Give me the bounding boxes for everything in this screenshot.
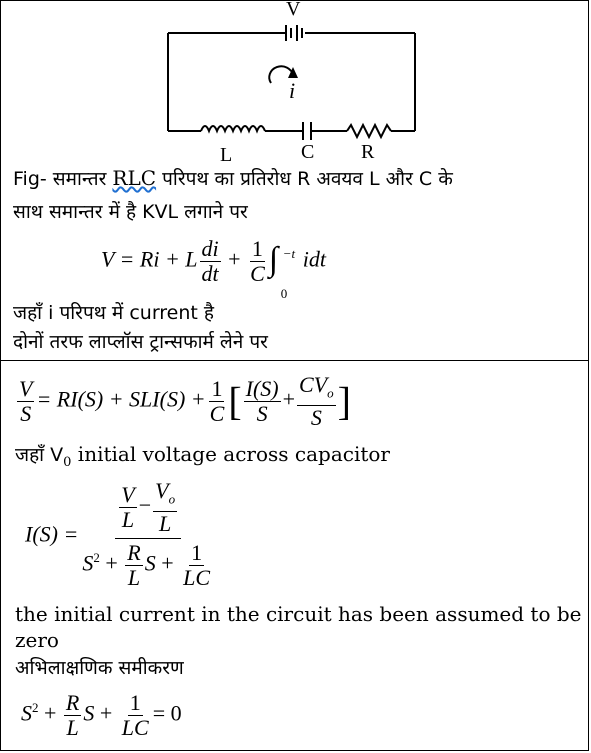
eq3-d-lc: LC — [183, 565, 211, 591]
eq3-n2-num-text: V — [155, 478, 169, 503]
eq1-d-den: dt — [201, 261, 219, 286]
eq3-numerator — [115, 479, 181, 539]
kvl-equation — [101, 236, 326, 301]
right-bracket: ] — [337, 378, 351, 424]
eq3-lhs: I(S) = — [25, 521, 79, 547]
eq1-derivative — [200, 237, 221, 286]
eq2-plus: + — [282, 386, 296, 412]
v0-note-rest: initial voltage across capacitor — [71, 442, 390, 466]
fig-caption-rest: परिपथ का प्रतिरोध R अवयव L और C के — [156, 168, 453, 190]
eq4-plus2: + — [94, 700, 118, 726]
eq2-one-over-c — [208, 377, 227, 426]
int-upper: −t — [282, 246, 296, 261]
fig-prefix: Fig- समान्तर — [13, 168, 113, 190]
eq4-s: S — [21, 700, 32, 726]
eq3-d-s: S — [144, 550, 156, 576]
eq3-n2-sub: o — [168, 491, 176, 507]
eq1-plus: + — [222, 246, 247, 272]
characteristic-heading: अभिलाक्षणिक समीकरण — [15, 657, 184, 679]
eq4-one: 1 — [129, 690, 141, 715]
integral-sign: ∫ — [268, 241, 279, 278]
eq3-d-one: 1 — [191, 540, 203, 566]
eq1-lhs: V = Ri + L — [101, 246, 198, 272]
eq1-one-over-c — [248, 237, 267, 286]
characteristic-equation — [21, 691, 182, 740]
current-note — [13, 301, 214, 324]
eq3-denominator — [80, 539, 216, 590]
eq1-integral — [268, 241, 303, 301]
eq2-mid: = RI(S) + SLI(S) + — [36, 386, 206, 412]
inductor-coil — [201, 126, 265, 131]
is-equation — [25, 479, 218, 590]
eq2-b2-num-text: CV — [299, 372, 328, 397]
eq4-r: R — [65, 690, 80, 715]
eq2-b1-num: I(S) — [245, 376, 279, 402]
eq3-d-l: L — [127, 565, 141, 591]
eq3-d-s2: S — [82, 550, 94, 576]
eq2-v-over-s — [17, 377, 34, 426]
source-label: V — [286, 1, 301, 20]
resistor-label: R — [361, 141, 375, 163]
laplace-note: दोनों तरफ लाप्लॉस ट्रान्सफार्म लेने पर — [13, 331, 268, 353]
current-note-text: जहाँ i परिपथ में current है — [13, 302, 214, 324]
eq3-d-r: R — [127, 540, 141, 566]
eq3-d-one-over-lc — [181, 541, 212, 590]
eq3-n2-num — [153, 479, 177, 512]
eq3-d-plus1: + — [99, 550, 124, 576]
eq4-lc: LC — [121, 715, 149, 740]
eq2-bracket-term2 — [297, 373, 336, 430]
eq2-b2-den: S — [310, 405, 322, 431]
eq4-one-over-lc — [120, 691, 151, 740]
assumption-line2: zero — [15, 628, 59, 652]
eq3-minus: − — [138, 492, 152, 518]
assumption-line1: the initial current in the circuit has been assumed to be — [15, 602, 582, 626]
fig-caption-line2: साथ समान्तर में है KVL लगाने पर — [13, 201, 248, 223]
eq2-v-den: S — [20, 401, 32, 427]
eq1-c-num: 1 — [251, 236, 263, 261]
eq4-s2: S — [83, 700, 95, 726]
v0-note — [15, 443, 390, 474]
eq2-b2-sub: o — [327, 385, 334, 401]
eq3-n2-den: L — [158, 511, 172, 537]
eq2-bracket-term1 — [244, 377, 281, 426]
eq4-equals-zero: = 0 — [152, 700, 182, 726]
eq2-v-num: V — [19, 376, 33, 402]
v0-sub: 0 — [63, 455, 72, 470]
section-divider — [1, 360, 588, 361]
eq3-d-sup: 2 — [93, 550, 100, 566]
eq3-d-r-over-l — [125, 541, 142, 590]
resistor-zigzag — [347, 125, 391, 137]
eq4-plus1: + — [38, 700, 62, 726]
eq3-d-plus2: + — [155, 550, 180, 576]
v0-note-prefix: जहाँ V — [15, 444, 64, 466]
eq1-d-num: di — [201, 236, 219, 261]
eq1-integrand: idt — [302, 246, 326, 272]
eq4-l: L — [66, 715, 79, 740]
fig-caption-line1 — [13, 167, 453, 190]
eq3-main-fraction — [80, 479, 216, 590]
eq3-n1 — [119, 483, 136, 532]
eq3-n1-num: V — [121, 482, 135, 508]
eq3-n2 — [153, 479, 177, 536]
eq4-r-over-l — [64, 691, 81, 740]
eq2-b1-den: S — [256, 401, 268, 427]
rlc-circuit-diagram — [1, 1, 590, 166]
eq3-n1-den: L — [121, 507, 135, 533]
capacitor-label: C — [301, 141, 315, 163]
inductor-label: L — [220, 144, 233, 166]
current-label: i — [289, 78, 296, 103]
eq2-b2-num — [297, 373, 336, 406]
left-bracket: [ — [228, 378, 242, 424]
eq2-c-den: C — [209, 401, 225, 427]
eq2-c-num: 1 — [211, 376, 223, 402]
rlc-term: RLC — [112, 166, 157, 190]
int-lower: 0 — [280, 286, 288, 301]
laplace-equation — [15, 373, 351, 430]
eq4-sup: 2 — [32, 700, 39, 716]
eq1-c-den: C — [250, 261, 265, 286]
